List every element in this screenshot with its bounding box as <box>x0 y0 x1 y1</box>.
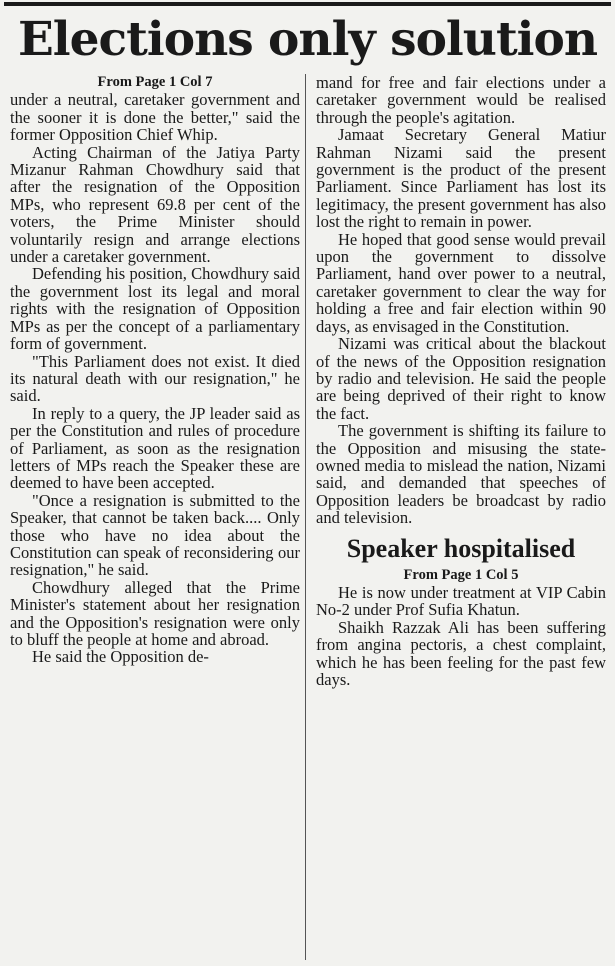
sub-headline: Speaker hospitalised <box>346 533 576 563</box>
headline: Elections only solution <box>17 12 598 67</box>
jump-line: From Page 1 Col 7 <box>97 74 213 90</box>
top-rule <box>4 2 611 6</box>
paragraph: Defending his position, Chowdhury said the government lost its legal and moral rights with the resignation of Opposition MPs as per the concept of a parliamentary form of government. <box>10 264 300 354</box>
paragraph: Chowdhury alleged that the Prime Minister's statement about her resignation and the Opposition's resignation were only to bluff the people at home and abroad. <box>10 577 300 649</box>
paragraph: Jamaat Secretary General Matiur Rahman Nizami said the present government is the product of the present Parliament. Since Parliament has lost its legitimacy, the present government has also lost the right to remain in power. <box>316 125 606 232</box>
sub-jump-line: From Page 1 Col 5 <box>403 566 519 583</box>
paragraph: He hoped that good sense would prevail upon the government to dissolve Parliament, hand over power to a neutral, caretaker government to clear the way for holding a free and fair election within 90 days, as envisaged in the Constitution. <box>316 229 606 336</box>
right-column <box>316 74 606 688</box>
column-divider <box>305 74 306 960</box>
paragraph: under a neutral, caretaker government and the sooner it is done the better," said the former Opposition Chief Whip. <box>10 90 300 145</box>
left-column <box>10 74 300 666</box>
paragraph: Nizami was critical about the blackout of the news of the Opposition resignation by radio and television. He said the people are being deprived of their right to know the fact. <box>316 334 606 423</box>
paragraph: He is now under treatment at VIP Cabin No-2 under Prof Sufia Khatun. <box>316 582 606 620</box>
paragraph: Acting Chairman of the Jatiya Party Mizanur Rahman Chowdhury said that after the resignation of the Opposition MPs, who represent 69.8 per cent of the voters, the Prime Minister should voluntarily resign and arrange elections under a caretaker government. <box>10 142 300 267</box>
paragraph: Shaikh Razzak Ali has been suffering from angina pectoris, a chest complaint, which he has been feeling for the past few days. <box>316 617 606 689</box>
paragraph: He said the Opposition de- <box>32 647 209 667</box>
paragraph: The government is shifting its failure to the Opposition and misusing the state-owned media to mislead the nation, Nizami said, and demanded that speeches of Opposition leaders be broadcast by radio and television. <box>316 421 606 528</box>
paragraph: mand for free and fair elections under a caretaker government would be realised through the people's agitation. <box>316 73 606 127</box>
paragraph: "This Parliament does not exist. It died its natural death with our resignation," he said. <box>10 351 300 406</box>
paragraph: In reply to a query, the JP leader said as per the Constitution and rules of procedure of Parliament, as soon as the resignation letters of MPs reach the Speaker these are deemed to have been accepted. <box>10 403 300 493</box>
paragraph: "Once a resignation is submitted to the Speaker, that cannot be taken back.... Only those who have no idea about the Constitution can speak of reconsidering our resignation," he said. <box>10 490 300 580</box>
